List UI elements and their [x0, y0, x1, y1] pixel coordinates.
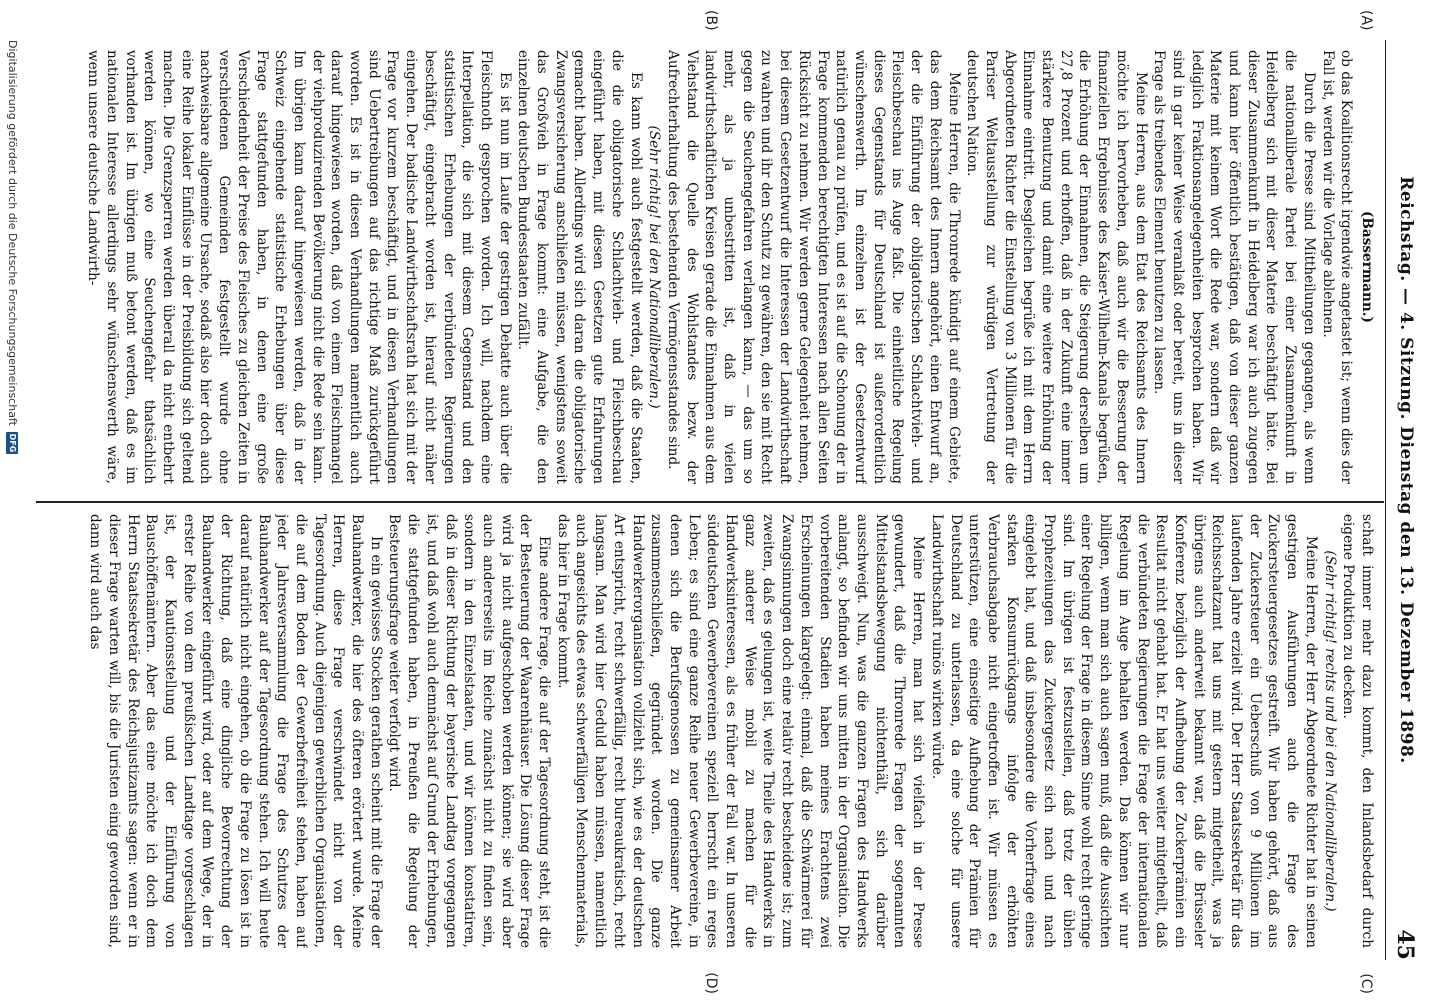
paragraph: ob das Koalitionsrecht irgendwie angetastet ist; wenn dies der Fall ist, werden wir die Vorlage ablehnen. — [1319, 50, 1355, 484]
margin-marker-a: (A) — [1358, 10, 1374, 31]
margin-marker-c: (C) — [1358, 973, 1374, 994]
paragraph: Durch die Presse sind Mittheilungen gegangen, als wenn die nationalliberale Partei bei einer Zusammenkunft in Heidelberg sich mit dieser Materie beschäftigt hätte. Bei dieser Zusammenkunft in Heidelberg war ich auch zugegen und kann hier öffentlich bestätigen, daß von dieser ganzen Materie mit keinem Wort die Rede war, sondern daß wir lediglich Fraktionsangelegenheiten besprochen haben. Wir sind in gar keiner Weise veranlaßt oder bereit, uns in dieser Frage als treibendes Element benutzen zu lassen. — [1151, 50, 1317, 484]
digitization-footer — [6, 40, 19, 454]
digitization-note: Digitalisierung gefördert durch die Deutsche Forschungsgemeinschaft — [6, 40, 19, 426]
margin-marker-b: (B) — [703, 10, 719, 31]
speaker-name: (Bassermann.) — [1359, 211, 1375, 323]
paragraph: Eine andere Frage, die auf der Tagesordnung steht, ist die der Besteuerung der Waarenhäuser. Die Lösung dieser Frage wird ja nicht aufgeschoben werden können; sie wird aber auch andererseits im Reiche zunächst nicht zu finden sein, sondern in den Einzelstaaten, und wir können konstatiren, daß in dieser Richtung der bayerische Landtag vorgegangen ist, und daß wohl auch demnächst auf Grund der Erhebungen, die stattgefunden haben, in Preußen die Regelung der Besteuerungsfrage weiter verfolgt wird. — [386, 514, 553, 948]
paragraph: Es kann wohl auch festgestellt werden, daß die Staaten, die die obligatorische Schlachtvieh- und Fleischbeschau eingeführt haben, mit diesen Gesetzen gute Erfahrungen gemacht haben. Allerdings wird sich daran die obligatorische Zwangsversicherung anschließen müssen, wenigstens soweit das Großvieh in Frage kommt: eine Aufgabe, die den einzelnen deutschen Bundesstaaten zufällt. — [515, 50, 644, 484]
paragraph: In ein gewisses Stocken gerathen scheint mit die Frage der Bauhandwerker, die hier des öfteren erörtert wurde. Meine Herren, diese Frage verschwindet nicht von der Tagesordnung. Auch diejenigen gewerblichen Organisationen, die auf dem Boden der Gewerbefreiheit stehen, haben auf jeder Jahresversammlung die Frage des Schutzes der Bauhandwerker auf der Tagesordnung stehen. Ich will heute darauf natürlich nicht eingehen, ob die Frage zu lösen ist in der Richtung, daß eine dingliche Bevorrechtung der Bauhandwerker eingeführt wird, oder auf dem Wege, der in erster Reihe von dem preußischen Landtage vorgeschlagen ist, der Kautionsstellung und der Einführung von Bauschöffenämtern. Aber das eine möchte ich doch dem Herrn Staatssekretär des Reichsjustizamts sagen: wenn er in dieser Frage warten will, bis die Juristen einig geworden sind, dann wird auch das — [87, 514, 384, 948]
paragraph: schaft immer mehr dazu kommt, den Inlandsbedarf durch eigene Produktion zu decken. — [1340, 514, 1375, 948]
paragraph: Meine Herren, die Thronrede kündigt auf einem Gebiete, das dem Reichsamt des Innern angehört, einen Entwurf an, der die Einführung der obligatorischen Schlachtvieh- und Fleischbeschau ins Auge faßt. Die einheitliche Regelung dieses Gegenstands für Deutschland ist außerordentlich wünschenswerth. Im einzelnen ist der Gesetzentwurf natürlich genau zu prüfen, und es ist auf die Schonung der in Frage kommenden berechtigten Interessen nach allen Seiten Rücksicht zu nehmen. Wir werden gerne Gelegenheit nehmen, bei diesem Gesetzentwurf die Interessen der Landwirthschaft zu wahren und ihr den Schutz zu gewähren, den sie mit Recht gegen die Seuchengefahren verlangen kann, — das um so mehr, als ja unbestritten ist, daß in vielen landwirthschaftlichen Kreisen gerade die Einnahmen aus dem Viehstand die Quelle des Wohlstandes bezw. der Aufrechterhaltung des bestehenden Vermögensstandes sind. — [664, 50, 962, 484]
running-title: Reichstag. — 4. Sitzung. Dienstag den 13. Dezember 1898. — [1396, 176, 1416, 764]
paragraph: Es ist nun im Laufe der gestrigen Debatte auch über die Fleischnoth gesprochen worden. Ich will, nachdem eine Interpellation, die sich mit diesem Gegenstand und den statistischen Erhebungen der verbündeten Regierungen beschäftigt, eingebracht worden ist, hierauf nicht näher eingehen. Der badische Landwirthschaftsrath hat sich mit der Frage vor kurzem beschäftigt, und in diesen Verhandlungen sind Uebertreibungen auf das richtige Maß zurückgeführt worden. Es ist in diesen Verhandlungen namentlich auch darauf hingewiesen worden, daß von einem Fleischmangel der viehproduzirenden Bevölkerung nicht die Rede sein kann. Im übrigen kann darauf hingewiesen werden, daß in der Schweiz eingehende statistische Erhebungen über diese Frage stattgefunden haben, in denen eine große Verschiedenheit der Preise des Fleisches zu gleichen Zeiten in verschiedenen Gemeinden festgestellt wurde ohne nachweisbare allgemeine Ursache, sodaß also hier doch auch eine Reihe lokaler Einflüsse in der Preisbildung sich geltend machen. Die Grenzsperren werden überall da nicht entbehrt werden können, wo eine Seuchengefahr thatsächlich vorhanden ist. Im übrigen muß betont werden, daß es im nationalen Interesse allerdings sehr wünschenswerth wäre, wenn unsere deutsche Landwirth- — [85, 50, 513, 484]
header-rule — [1385, 40, 1386, 960]
paragraph: Meine Herren, der Herr Abgeordnete Richter hat in seinen gestrigen Ausführungen auch die Frage des Zuckersteuergesetzes gestreift. Wir haben gehört, daß aus der Zuckersteuer ein Ueberschuß von 9 Millionen im laufenden Jahre erzielt wird. Der Herr Staatssekretär für das Reichsschatzamt hat uns mit gestern mitgetheilt, was ja übrigens auch anderweit bekannt war, daß die Brüsseler Konferenz bezüglich der Aufhebung der Zuckerprämien ein Resultat nicht gehabt hat. Er hat uns weiter mitgetheilt, daß die verbündeten Regierungen die Frage der internationalen Regelung im Auge behalten werden. Das können wir nur billigen, wenn man sich auch sagen muß, daß die Aussichten einer Regelung der Frage in diesem Sinne wohl recht geringe sind. Im übrigen ist festzustellen, daß trotz der üblen Prophezeiungen das Zuckergesetz sich nach und nach eingelebt hat, und daß insbesondere die Vorherfrage eines starken Konsumrückgangs infolge der erhöhten Verbrauchsabgabe nicht eingetroffen ist. Wir müssen es unterstützen, eine einseitige Aufhebung der Prämien für Deutschland zu unterlassen, da eine solche für unsere Landwirthschaft ruinös wirken würde. — [928, 514, 1319, 948]
page-number: 45 — [1392, 929, 1418, 960]
paragraph: Meine Herren, aus dem Etat des Reichsamts des Innern möchte ich hervorheben, daß auch wir die Besserung der finanziellen Ergebnisse des Kaiser-Wilhelm-Kanals begrüßen, die Erhöhung der Einnahmen, die Steigerung derselben um 27,8 Prozent und erhoffen, daß in der Zukunft eine immer stärkere Benutzung und damit eine weitere Erhöhung der Einnahme eintritt. Desgleichen begrüße ich mit dem Herrn Abgeordneten Richter die Einstellung von 3 Millionen für die Pariser Weltausstellung zur würdigen Vertretung der deutschen Nation. — [964, 50, 1149, 484]
margin-marker-d: (D) — [703, 972, 719, 994]
right-text-column — [40, 514, 1376, 948]
interjection: (Sehr richtig! bei den Nationalliberalen.) — [646, 125, 663, 409]
left-text-column — [40, 50, 1376, 484]
paragraph: Meine Herren, man hat sich vielfach in der Presse gewundert, daß die Thronrede Fragen der sogenannten Mittelstandsbewegung nichtenthält, sich darüber ausschweigt. Nun, was die ganzen Fragen des Handwerks anlangt, so befinden wir uns mitten in der Organisation. Die vorbereitenden Stadien haben meines Erachtens zwei Erscheinungen klargelegt: einmal, daß die Schwärmerei für Zwangsinnungen doch eine relativ recht bescheidene ist; zum zweiten, daß es gelungen ist, weite Theile des Handwerks in ganz anderer Weise mobil zu machen für die Handwerksinteressen, als es früher der Fall war. In unseren süddeutschen Gewerbevereinen speziell herrscht ein reges Leben; es sind eine ganze Reihe neuer Gewerbevereine, in denen sich die Berufsgenossen zu gemeinsamer Arbeit zusammenschließen, gegründet worden. Die ganze Handwerkerorganisation vollzieht sich, wie es der deutschen Art entspricht, recht schwerfällig, recht bureaukratisch, recht langsam. Man wird hier Geduld haben müssen, namentlich auch angesichts des etwas schwerfälligen Menschenmaterials, das hier in Frage kommt. — [554, 514, 927, 948]
dfg-logo-icon: DFG — [8, 433, 18, 453]
column-divider — [36, 501, 1384, 503]
page-header — [1388, 40, 1422, 960]
interjection: (Sehr richtig! rechts und bei den Nationalliberalen.) — [1321, 550, 1338, 912]
